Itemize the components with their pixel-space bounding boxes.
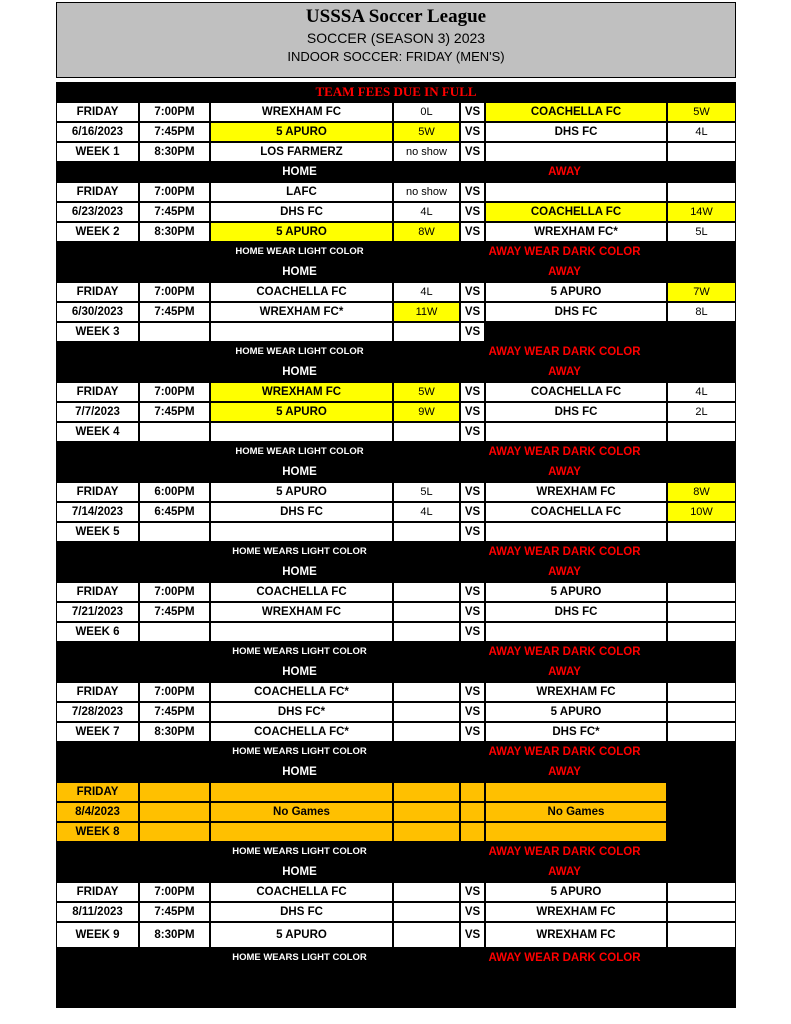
home-heading: HOME xyxy=(282,666,317,678)
vs-cell: VS xyxy=(460,602,485,622)
home-team-cell: DHS FC xyxy=(210,502,393,522)
away-score-cell: 8W xyxy=(667,482,736,502)
table-row xyxy=(56,602,736,622)
home-score-cell: 0L xyxy=(393,102,460,122)
home-team-cell xyxy=(210,422,393,442)
away-heading: AWAY xyxy=(548,866,581,878)
home-score-cell xyxy=(393,422,460,442)
away-team-cell: 5 APURO xyxy=(485,582,667,602)
away-team-cell: WREXHAM FC* xyxy=(485,222,667,242)
home-team-cell: 5 APURO xyxy=(210,222,393,242)
away-uniform-note: AWAY WEAR DARK COLOR xyxy=(488,846,641,858)
away-team-cell: COACHELLA FC xyxy=(485,102,667,122)
time-cell: 7:45PM xyxy=(139,902,210,922)
home-score-cell: 4L xyxy=(393,502,460,522)
away-uniform-note: AWAY WEAR DARK COLOR xyxy=(488,346,641,358)
home-score-cell xyxy=(393,802,460,822)
home-score-cell xyxy=(393,602,460,622)
away-team-cell: DHS FC xyxy=(485,302,667,322)
table-row xyxy=(56,802,736,822)
table-row xyxy=(56,382,736,402)
home-score-cell: 11W xyxy=(393,302,460,322)
week-6-block xyxy=(56,582,736,682)
vs-cell: VS xyxy=(460,282,485,302)
week-8-block xyxy=(56,782,736,882)
home-away-heading xyxy=(56,362,736,382)
table-row xyxy=(56,282,736,302)
vs-cell: VS xyxy=(460,502,485,522)
week-4-block xyxy=(56,382,736,482)
home-score-cell xyxy=(393,882,460,902)
uniform-band xyxy=(56,242,736,262)
away-score-cell: 4L xyxy=(667,382,736,402)
away-heading: AWAY xyxy=(548,666,581,678)
home-score-cell: 5L xyxy=(393,482,460,502)
date-cell: 6/30/2023 xyxy=(56,302,139,322)
home-score-cell xyxy=(393,782,460,802)
week-9-block xyxy=(56,882,736,1008)
vs-cell: VS xyxy=(460,922,485,948)
home-team-cell: COACHELLA FC xyxy=(210,282,393,302)
time-cell: 6:45PM xyxy=(139,502,210,522)
home-heading: HOME xyxy=(282,866,317,878)
away-team-cell: DHS FC* xyxy=(485,722,667,742)
table-row xyxy=(56,922,736,948)
vs-cell: VS xyxy=(460,382,485,402)
week-cell: WEEK 7 xyxy=(56,722,139,742)
away-score-cell xyxy=(667,142,736,162)
away-score-cell xyxy=(667,722,736,742)
away-team-cell xyxy=(485,142,667,162)
home-team-cell: 5 APURO xyxy=(210,922,393,948)
schedule-sheet xyxy=(56,2,736,1008)
home-score-cell xyxy=(393,722,460,742)
home-score-cell xyxy=(393,902,460,922)
home-team-cell xyxy=(210,322,393,342)
home-score-cell xyxy=(393,582,460,602)
away-score-cell xyxy=(667,682,736,702)
league-title: USSSA Soccer League xyxy=(305,6,487,27)
vs-cell: VS xyxy=(460,722,485,742)
away-uniform-note: AWAY WEAR DARK COLOR xyxy=(488,546,641,558)
uniform-band xyxy=(56,542,736,562)
table-row xyxy=(56,582,736,602)
away-team-cell xyxy=(485,322,667,342)
footer-band xyxy=(56,948,736,1008)
week-cell: WEEK 9 xyxy=(56,922,139,948)
table-row xyxy=(56,122,736,142)
away-score-cell xyxy=(667,422,736,442)
home-team-cell xyxy=(210,782,393,802)
home-score-cell: 5W xyxy=(393,122,460,142)
home-team-cell: COACHELLA FC* xyxy=(210,682,393,702)
home-score-cell xyxy=(393,322,460,342)
time-cell xyxy=(139,322,210,342)
home-score-cell xyxy=(393,622,460,642)
uniform-band xyxy=(56,742,736,762)
home-team-cell: WREXHAM FC* xyxy=(210,302,393,322)
home-away-heading xyxy=(56,162,736,182)
home-score-cell xyxy=(393,922,460,948)
away-team-cell xyxy=(485,782,667,802)
home-team-cell: 5 APURO xyxy=(210,482,393,502)
table-row xyxy=(56,902,736,922)
away-team-cell: DHS FC xyxy=(485,602,667,622)
away-team-cell xyxy=(485,622,667,642)
away-uniform-note: AWAY WEAR DARK COLOR xyxy=(488,746,641,758)
uniform-band xyxy=(56,342,736,362)
home-uniform-note: HOME WEARS LIGHT COLOR xyxy=(232,846,367,857)
week-7-block xyxy=(56,682,736,782)
home-away-heading xyxy=(56,262,736,282)
vs-cell: VS xyxy=(460,142,485,162)
away-score-cell xyxy=(667,802,736,822)
time-cell: 8:30PM xyxy=(139,722,210,742)
away-team-cell: WREXHAM FC xyxy=(485,682,667,702)
vs-cell xyxy=(460,782,485,802)
table-row xyxy=(56,222,736,242)
date-cell: 6/16/2023 xyxy=(56,122,139,142)
away-team-cell xyxy=(485,522,667,542)
home-uniform-note: HOME WEARS LIGHT COLOR xyxy=(232,546,367,557)
home-team-cell: WREXHAM FC xyxy=(210,102,393,122)
date-cell: 7/28/2023 xyxy=(56,702,139,722)
home-score-cell xyxy=(393,522,460,542)
away-score-cell xyxy=(667,322,736,342)
home-uniform-note: HOME WEAR LIGHT COLOR xyxy=(235,346,364,357)
away-team-cell: COACHELLA FC xyxy=(485,382,667,402)
time-cell: 7:45PM xyxy=(139,302,210,322)
home-heading: HOME xyxy=(282,366,317,378)
table-row xyxy=(56,622,736,642)
away-score-cell: 5W xyxy=(667,102,736,122)
home-score-cell: 8W xyxy=(393,222,460,242)
away-score-cell: 14W xyxy=(667,202,736,222)
home-away-heading xyxy=(56,662,736,682)
day-cell: FRIDAY xyxy=(56,182,139,202)
table-row xyxy=(56,702,736,722)
away-heading: AWAY xyxy=(548,466,581,478)
home-score-cell: 4L xyxy=(393,202,460,222)
time-cell: 7:45PM xyxy=(139,702,210,722)
vs-cell: VS xyxy=(460,122,485,142)
home-heading: HOME xyxy=(282,766,317,778)
home-score-cell xyxy=(393,682,460,702)
vs-cell: VS xyxy=(460,222,485,242)
away-team-cell: WREXHAM FC xyxy=(485,902,667,922)
away-team-cell: 5 APURO xyxy=(485,702,667,722)
time-cell: 8:30PM xyxy=(139,142,210,162)
table-row xyxy=(56,482,736,502)
date-cell: 8/11/2023 xyxy=(56,902,139,922)
time-cell: 7:45PM xyxy=(139,122,210,142)
table-row xyxy=(56,782,736,802)
home-score-cell: no show xyxy=(393,142,460,162)
date-cell: 7/7/2023 xyxy=(56,402,139,422)
week-cell: WEEK 2 xyxy=(56,222,139,242)
away-uniform-note: AWAY WEAR DARK COLOR xyxy=(488,952,641,964)
time-cell: 8:30PM xyxy=(139,222,210,242)
home-team-cell: 5 APURO xyxy=(210,402,393,422)
home-heading: HOME xyxy=(282,566,317,578)
uniform-band xyxy=(56,842,736,862)
time-cell xyxy=(139,822,210,842)
week-1-block xyxy=(56,102,736,182)
vs-cell: VS xyxy=(460,702,485,722)
day-cell: FRIDAY xyxy=(56,482,139,502)
vs-cell: VS xyxy=(460,202,485,222)
table-row xyxy=(56,682,736,702)
home-away-heading xyxy=(56,862,736,882)
home-score-cell xyxy=(393,702,460,722)
week-cell: WEEK 3 xyxy=(56,322,139,342)
week-cell: WEEK 1 xyxy=(56,142,139,162)
table-row xyxy=(56,182,736,202)
home-score-cell: no show xyxy=(393,182,460,202)
table-row xyxy=(56,322,736,342)
vs-cell: VS xyxy=(460,182,485,202)
week-cell: WEEK 8 xyxy=(56,822,139,842)
time-cell xyxy=(139,522,210,542)
home-away-heading xyxy=(56,762,736,782)
away-score-cell xyxy=(667,182,736,202)
time-cell: 6:00PM xyxy=(139,482,210,502)
table-row xyxy=(56,202,736,222)
away-score-cell: 4L xyxy=(667,122,736,142)
week-2-block xyxy=(56,182,736,282)
home-uniform-note: HOME WEAR LIGHT COLOR xyxy=(235,446,364,457)
time-cell xyxy=(139,782,210,802)
away-score-cell xyxy=(667,702,736,722)
home-uniform-note: HOME WEARS LIGHT COLOR xyxy=(232,646,367,657)
season-subtitle: SOCCER (SEASON 3) 2023 xyxy=(306,30,486,46)
date-cell: 8/4/2023 xyxy=(56,802,139,822)
vs-cell: VS xyxy=(460,582,485,602)
away-heading: AWAY xyxy=(548,166,581,178)
time-cell: 7:00PM xyxy=(139,882,210,902)
time-cell: 7:00PM xyxy=(139,102,210,122)
home-heading: HOME xyxy=(282,466,317,478)
home-score-cell: 4L xyxy=(393,282,460,302)
away-score-cell xyxy=(667,822,736,842)
day-cell: FRIDAY xyxy=(56,102,139,122)
away-score-cell xyxy=(667,602,736,622)
home-heading: HOME xyxy=(282,266,317,278)
away-score-cell xyxy=(667,622,736,642)
vs-cell: VS xyxy=(460,322,485,342)
day-cell: FRIDAY xyxy=(56,882,139,902)
vs-cell: VS xyxy=(460,622,485,642)
home-team-cell xyxy=(210,622,393,642)
home-team-cell: DHS FC xyxy=(210,202,393,222)
fees-notice: TEAM FEES DUE IN FULL xyxy=(56,82,736,102)
time-cell: 7:45PM xyxy=(139,602,210,622)
away-no-games: No Games xyxy=(485,802,667,822)
time-cell: 7:00PM xyxy=(139,382,210,402)
week-cell: WEEK 4 xyxy=(56,422,139,442)
week-3-block xyxy=(56,282,736,382)
home-uniform-note: HOME WEARS LIGHT COLOR xyxy=(232,746,367,757)
vs-cell: VS xyxy=(460,102,485,122)
home-team-cell: LAFC xyxy=(210,182,393,202)
home-team-cell: LOS FARMERZ xyxy=(210,142,393,162)
away-score-cell: 2L xyxy=(667,402,736,422)
time-cell xyxy=(139,422,210,442)
table-row xyxy=(56,502,736,522)
vs-cell: VS xyxy=(460,482,485,502)
vs-cell: VS xyxy=(460,882,485,902)
away-score-cell xyxy=(667,522,736,542)
home-team-cell xyxy=(210,522,393,542)
vs-cell: VS xyxy=(460,682,485,702)
table-row xyxy=(56,422,736,442)
home-score-cell: 9W xyxy=(393,402,460,422)
home-team-cell: COACHELLA FC xyxy=(210,582,393,602)
away-uniform-note: AWAY WEAR DARK COLOR xyxy=(488,446,641,458)
home-team-cell: WREXHAM FC xyxy=(210,602,393,622)
away-heading: AWAY xyxy=(548,566,581,578)
away-team-cell: WREXHAM FC xyxy=(485,482,667,502)
day-cell: FRIDAY xyxy=(56,382,139,402)
home-score-cell: 5W xyxy=(393,382,460,402)
date-cell: 6/23/2023 xyxy=(56,202,139,222)
time-cell: 8:30PM xyxy=(139,922,210,948)
time-cell xyxy=(139,802,210,822)
away-team-cell: COACHELLA FC xyxy=(485,202,667,222)
away-uniform-note: AWAY WEAR DARK COLOR xyxy=(488,646,641,658)
home-team-cell: WREXHAM FC xyxy=(210,382,393,402)
date-cell: 7/14/2023 xyxy=(56,502,139,522)
away-team-cell: 5 APURO xyxy=(485,282,667,302)
time-cell: 7:00PM xyxy=(139,682,210,702)
time-cell: 7:45PM xyxy=(139,402,210,422)
day-cell: FRIDAY xyxy=(56,282,139,302)
table-row xyxy=(56,522,736,542)
away-team-cell: WREXHAM FC xyxy=(485,922,667,948)
away-score-cell: 8L xyxy=(667,302,736,322)
time-cell xyxy=(139,622,210,642)
away-score-cell: 7W xyxy=(667,282,736,302)
vs-cell xyxy=(460,822,485,842)
home-team-cell: COACHELLA FC* xyxy=(210,722,393,742)
table-row xyxy=(56,302,736,322)
time-cell: 7:00PM xyxy=(139,282,210,302)
home-score-cell xyxy=(393,822,460,842)
week-cell: WEEK 6 xyxy=(56,622,139,642)
away-heading: AWAY xyxy=(548,766,581,778)
home-team-cell: COACHELLA FC xyxy=(210,882,393,902)
day-cell: FRIDAY xyxy=(56,582,139,602)
time-cell: 7:45PM xyxy=(139,202,210,222)
table-row xyxy=(56,722,736,742)
day-cell: FRIDAY xyxy=(56,682,139,702)
away-team-cell xyxy=(485,182,667,202)
table-row xyxy=(56,402,736,422)
date-cell: 7/21/2023 xyxy=(56,602,139,622)
away-score-cell xyxy=(667,902,736,922)
away-heading: AWAY xyxy=(548,266,581,278)
away-heading: AWAY xyxy=(548,366,581,378)
vs-cell: VS xyxy=(460,902,485,922)
away-score-cell xyxy=(667,922,736,948)
home-away-heading xyxy=(56,562,736,582)
away-score-cell: 10W xyxy=(667,502,736,522)
home-team-cell: DHS FC xyxy=(210,902,393,922)
uniform-band xyxy=(56,948,736,974)
time-cell: 7:00PM xyxy=(139,582,210,602)
home-team-cell: 5 APURO xyxy=(210,122,393,142)
away-score-cell: 5L xyxy=(667,222,736,242)
week-cell: WEEK 5 xyxy=(56,522,139,542)
away-team-cell: DHS FC xyxy=(485,122,667,142)
table-row xyxy=(56,142,736,162)
away-team-cell xyxy=(485,422,667,442)
uniform-band xyxy=(56,442,736,462)
table-row xyxy=(56,102,736,122)
away-score-cell xyxy=(667,782,736,802)
vs-cell: VS xyxy=(460,402,485,422)
table-row xyxy=(56,882,736,902)
home-team-cell: DHS FC* xyxy=(210,702,393,722)
time-cell: 7:00PM xyxy=(139,182,210,202)
uniform-band xyxy=(56,642,736,662)
vs-cell: VS xyxy=(460,522,485,542)
away-score-cell xyxy=(667,582,736,602)
table-row xyxy=(56,822,736,842)
vs-cell: VS xyxy=(460,302,485,322)
home-away-heading xyxy=(56,462,736,482)
away-score-cell xyxy=(667,882,736,902)
away-team-cell: COACHELLA FC xyxy=(485,502,667,522)
home-team-cell xyxy=(210,822,393,842)
home-uniform-note: HOME WEARS LIGHT COLOR xyxy=(232,952,367,963)
away-team-cell: 5 APURO xyxy=(485,882,667,902)
vs-cell: VS xyxy=(460,422,485,442)
home-heading: HOME xyxy=(282,166,317,178)
header xyxy=(56,2,736,78)
home-no-games: No Games xyxy=(210,802,393,822)
home-uniform-note: HOME WEAR LIGHT COLOR xyxy=(235,246,364,257)
week-5-block xyxy=(56,482,736,582)
division-label: INDOOR SOCCER: FRIDAY (MEN'S) xyxy=(287,49,505,64)
day-cell: FRIDAY xyxy=(56,782,139,802)
vs-cell xyxy=(460,802,485,822)
away-team-cell xyxy=(485,822,667,842)
away-uniform-note: AWAY WEAR DARK COLOR xyxy=(488,246,641,258)
away-team-cell: DHS FC xyxy=(485,402,667,422)
